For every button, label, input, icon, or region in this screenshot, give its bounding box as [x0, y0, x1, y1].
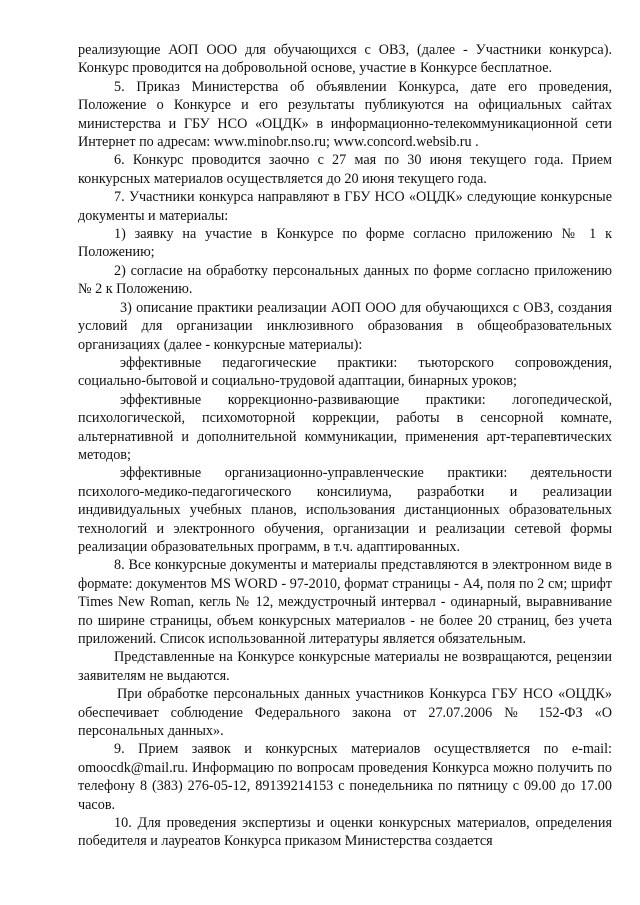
paragraph-no-return: Представленные на Конкурсе конкурсные материалы не возвращаются, рецензии заявителям не выдаются. — [78, 649, 612, 684]
list-item-application: 1) заявку на участие в Конкурсе по форме согласно приложению № 1 к Положению; — [78, 226, 612, 261]
paragraph-8-format: 8. Все конкурсные документы и материалы представляются в электронном виде в формате: документов MS WORD - 97-2010, формат страницы - А4, поля по 2 см; шрифт Times New Roman, кегль № 12, междустрочный интервал - одинарный, выравнивание по ширине страницы, объем конкурсных материалов - не более 20 страниц, без учета приложений. Список использованной литературы является обязательным. — [78, 557, 612, 647]
paragraph-pedagogical-practices: эффективные педагогические практики: тьюторского сопровождения, социально-бытовой и социально-трудовой адаптации, бинарных уроков; — [78, 354, 612, 390]
list-item-consent: 2) согласие на обработку персональных данных по форме согласно приложению № 2 к Положению. — [78, 262, 612, 298]
paragraph-participants: реализующие АОП ООО для обучающихся с ОВЗ, (далее - Участники конкурса). Конкурс проводится на добровольной основе, участие в Конкурсе бесплатное. — [78, 42, 612, 77]
paragraph-management-practices: эффективные организационно-управленческие практики: деятельности психолого-медико-педагогического консилиума, разработки и реализации индивидуальных учебных планов, использования дистанционных образовательных технологий и электронного обучения, организации и реализации сетевой формы реализации образовательных программ, в т.ч. адаптированных. — [78, 465, 612, 555]
paragraph-6-dates: 6. Конкурс проводится заочно с 27 мая по 30 июня текущего года. Прием конкурсных материалов осуществляется до 20 июня текущего года. — [78, 152, 612, 187]
paragraph-5-publication: 5. Приказ Министерства об объявлении Конкурса, дате его проведения, Положение о Конкурсе и его результаты публикуются на официальных сайтах министерства и ГБУ НСО «ОЦДК» в информационно-телекоммуникационной сети Интернет по адресам: www.minobr.nso.ru; www.concord.websib.ru . — [78, 78, 612, 151]
paragraph-10-expertise: 10. Для проведения экспертизы и оценки конкурсных материалов, определения победителя и лауреатов Конкурса приказом Министерства создается — [78, 815, 612, 850]
document-page — [78, 41, 612, 851]
paragraph-correctional-practices: эффективные коррекционно-развивающие практики: логопедической, психологической, психомоторной коррекции, работы в сенсорной комнате, альтернативной и дополнительной коммуникации, применения арт-терапевтических методов; — [78, 391, 612, 463]
paragraph-personal-data: При обработке персональных данных участников Конкурса ГБУ НСО «ОЦДК» обеспечивает соблюдение Федерального закона от 27.07.2006 № 152-ФЗ «О персональных данных». — [78, 686, 612, 740]
paragraph-7-documents: 7. Участники конкурса направляют в ГБУ НСО «ОЦДК» следующие конкурсные документы и материалы: — [78, 189, 612, 224]
paragraph-9-contacts: 9. Прием заявок и конкурсных материалов осуществляется по e-mail: omoocdk@mail.ru. Информацию по вопросам проведения Конкурса можно получить по телефону 8 (383) 276-05-12, 89139214153 с понедельника по пятницу с 09.00 до 17.00 часов. — [78, 741, 612, 813]
list-item-practice-description: 3) описание практики реализации АОП ООО для обучающихся с ОВЗ, создания условий для организации инклюзивного образования в общеобразовательных организациях (далее - конкурсные материалы): — [78, 299, 612, 353]
